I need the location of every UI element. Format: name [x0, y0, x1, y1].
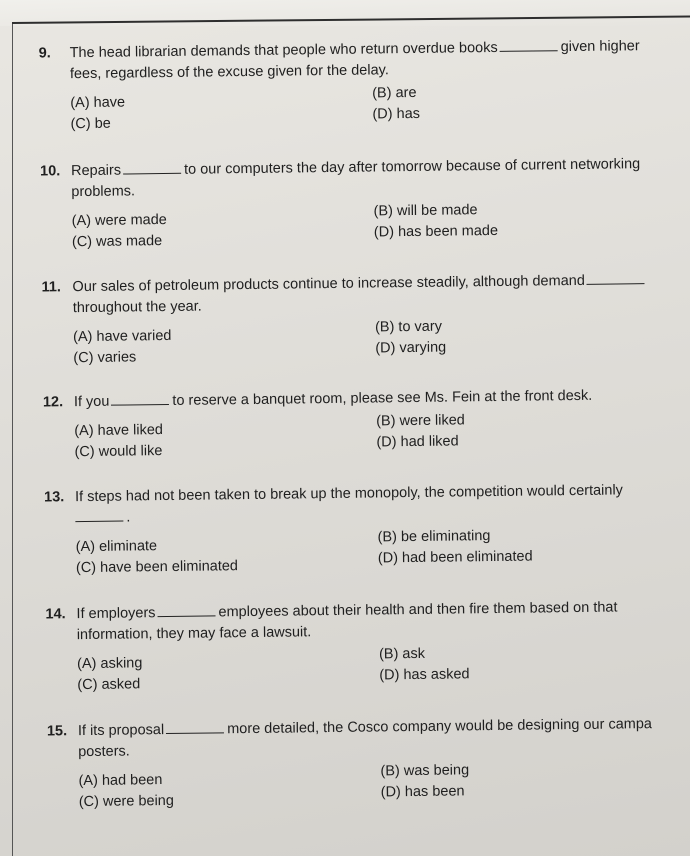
option-c: (C) varies	[73, 349, 137, 367]
option-a: (A) have liked	[74, 422, 164, 440]
option-b: (B) were liked	[376, 412, 465, 430]
option-c: (C) would like	[74, 443, 163, 461]
question-13	[44, 480, 685, 580]
option-b: (B) ask	[378, 645, 426, 663]
question-10	[40, 154, 681, 254]
question-12	[43, 385, 684, 464]
option-d: (D) had been eliminated	[377, 548, 533, 567]
answer-blank	[500, 50, 558, 52]
answer-blank	[111, 404, 169, 406]
option-a: (A) have	[70, 94, 126, 112]
option-c: (C) were being	[78, 792, 174, 811]
question-stem-continued: problems.	[71, 183, 136, 201]
option-c: (C) have been eliminated	[75, 558, 239, 577]
option-a: (A) have varied	[73, 327, 172, 346]
answer-blank	[587, 283, 645, 285]
option-b: (B) to vary	[374, 318, 442, 336]
question-number: 14.	[45, 606, 66, 623]
answer-options	[43, 414, 683, 464]
answer-options	[39, 86, 679, 136]
option-b: (B) be eliminating	[377, 528, 491, 546]
answer-options	[41, 204, 681, 254]
question-number: 15.	[46, 723, 68, 740]
question-number: 13.	[43, 489, 65, 506]
answer-options	[45, 530, 685, 580]
question-number: 11.	[41, 279, 61, 296]
question-stem: If employers employees about their health and then fire them based on that	[76, 599, 618, 623]
option-b: (B) was being	[380, 762, 470, 780]
answer-blank	[158, 615, 216, 617]
option-d: (D) has been made	[373, 222, 499, 241]
option-a: (A) had been	[78, 772, 163, 790]
question-stem: The head librarian demands that people who return overdue books given higher	[69, 38, 640, 62]
question-stem-continued: .	[75, 507, 130, 529]
answer-blank	[75, 521, 123, 523]
option-a: (A) eliminate	[75, 538, 158, 556]
answer-blank	[166, 732, 224, 734]
option-c: (C) be	[70, 115, 111, 133]
option-d: (D) has	[372, 105, 421, 123]
option-d: (D) had liked	[376, 433, 459, 451]
option-b: (B) are	[372, 84, 417, 102]
question-number: 10.	[40, 163, 61, 180]
question-stem-continued: fees, regardless of the excuse given for the delay.	[69, 62, 389, 83]
question-stem: If you to reserve a banquet room, please see Ms. Fein at the front desk.	[73, 387, 593, 411]
question-stem: If its proposal more detailed, the Cosco company would be designing our campa	[77, 716, 653, 740]
question-14	[45, 597, 686, 697]
question-stem-continued: throughout the year.	[72, 298, 202, 317]
question-9	[39, 36, 680, 136]
option-d: (D) has been	[380, 783, 465, 801]
option-d: (D) varying	[375, 339, 447, 357]
answer-options	[42, 320, 682, 370]
option-c: (C) was made	[71, 233, 163, 251]
option-b: (B) will be made	[373, 202, 478, 220]
question-number: 12.	[42, 394, 64, 411]
question-stem: If steps had not been taken to break up the monopoly, the competition would certainly	[74, 482, 623, 506]
answer-options	[47, 764, 687, 814]
answer-options	[46, 647, 686, 697]
answer-blank	[123, 173, 181, 175]
option-c: (C) asked	[77, 676, 141, 694]
option-d: (D) has asked	[379, 666, 470, 684]
question-stem-continued: information, they may face a lawsuit.	[76, 624, 312, 644]
question-stem: Repairs to our computers the day after tomorrow because of current networking	[70, 156, 641, 180]
option-a: (A) asking	[77, 655, 143, 673]
question-stem-continued: posters.	[78, 743, 130, 761]
question-15	[47, 714, 688, 814]
question-11	[41, 270, 682, 370]
option-a: (A) were made	[71, 211, 167, 230]
question-stem: Our sales of petroleum products continue to increase steadily, although demand	[72, 270, 648, 298]
question-number: 9.	[38, 45, 51, 62]
